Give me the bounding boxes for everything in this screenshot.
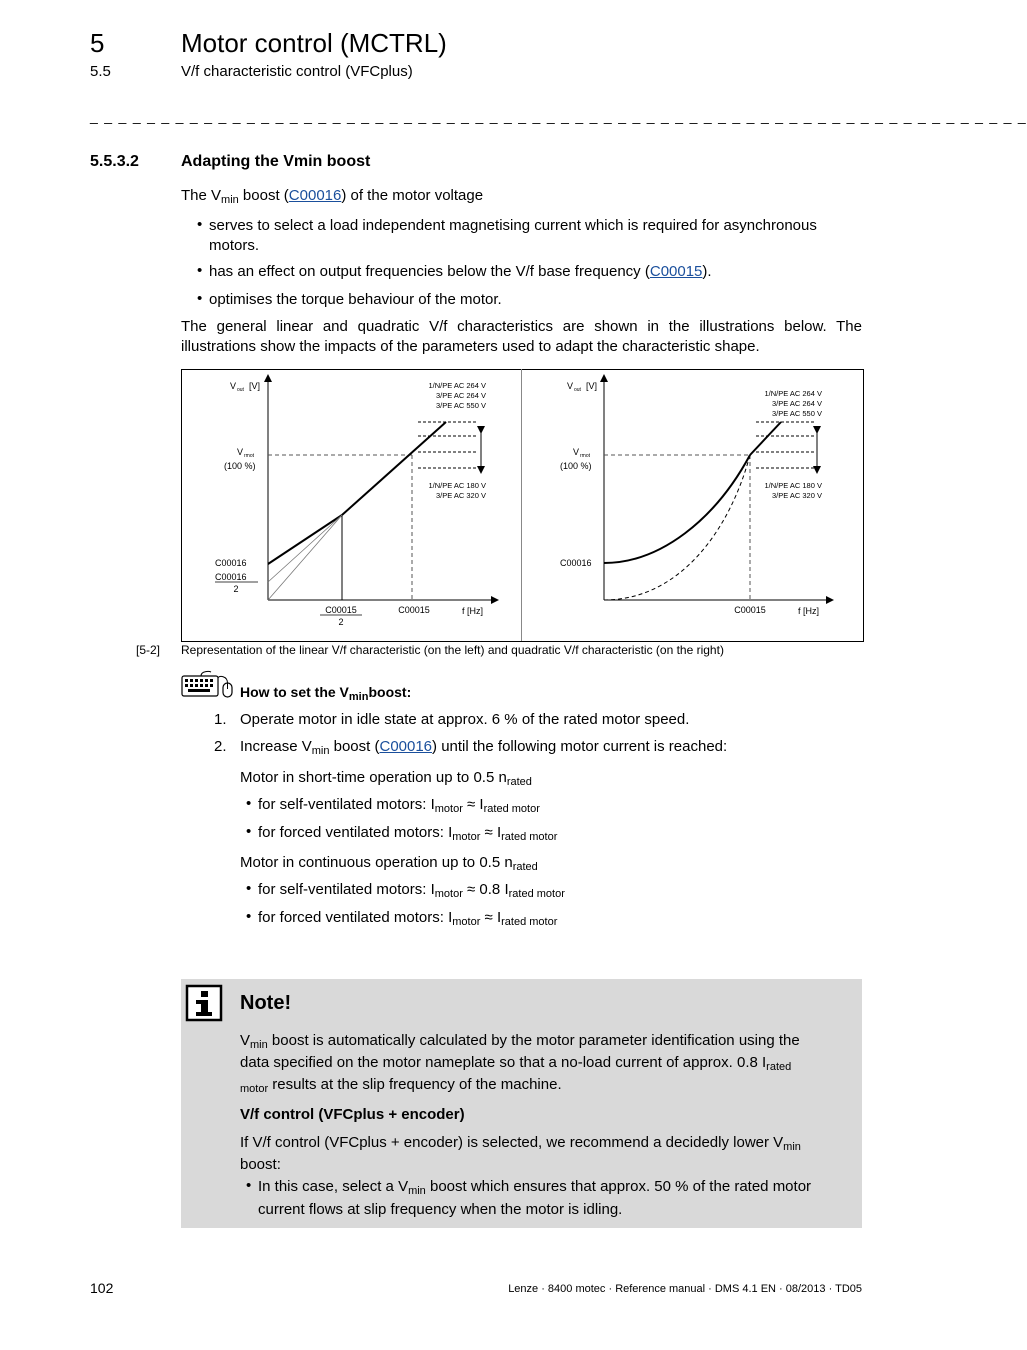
right-percent: (100 %) [560, 461, 592, 471]
note-p2-line2: boost: [240, 1156, 281, 1173]
left-y-label: V [230, 381, 237, 391]
bullet-3: optimises the torque behaviour of the motor. [209, 291, 502, 308]
right-bottom-label-2: 3/PE AC 320 V [771, 491, 822, 500]
paragraph-line2: illustrations show the impacts of the parameters used to adapt the characteristic shape. [181, 338, 760, 355]
vf-characteristic-figure [181, 369, 863, 641]
page-number: 102 [90, 1280, 114, 1296]
bullet-1-line1: serves to select a load independent magnetising current which is required for asynchronous [209, 217, 817, 234]
quadratic-vf-chart [560, 378, 830, 616]
left-c16-frac-den: 2 [233, 584, 239, 594]
left-c15-frac-den: 2 [338, 617, 344, 627]
left-top-label-2: 3/PE AC 264 V [435, 391, 486, 400]
linear-vf-chart [215, 378, 495, 627]
short-bullet-1: for self-ventilated motors: $I_{motor} \approx I_{rated motor}$ [258, 796, 540, 815]
section-title: V/f characteristic control (VFCplus) [181, 63, 413, 80]
c00016-link[interactable]: C00016 [288, 187, 342, 204]
left-c15-label: C00015 [398, 605, 430, 615]
bullet-dot: • [246, 795, 252, 812]
subsection-number: 5.5.3.2 [90, 153, 139, 170]
left-vrmot-sub: rmot [244, 453, 254, 459]
step-1-number: 1. [214, 711, 227, 728]
right-vrmot: V [573, 447, 580, 457]
right-bottom-label-1: 1/N/PE AC 180 V [764, 481, 822, 490]
bullet-2: has an effect on output frequencies below the V/f base frequency (C00015). [209, 263, 712, 280]
note-p1-line3: $_{motor}$ results at the slip frequency of the machine. [240, 1076, 562, 1095]
cont-bullet-1: for self-ventilated motors: $I_{motor} \approx 0.8$ $I_{rated motor}$ [258, 881, 565, 900]
short-bullet-2: for forced ventilated motors: $I_{motor} \approx I_{rated motor}$ [258, 824, 558, 843]
right-y-label: V [567, 381, 574, 391]
left-percent: (100 %) [224, 461, 256, 471]
bullet-dot: • [246, 823, 252, 840]
c00016-link[interactable]: C00016 [379, 738, 433, 755]
left-boost-segment [268, 515, 342, 564]
left-vrmot: V [237, 447, 244, 457]
right-c16-label: C00016 [560, 558, 592, 568]
note-heading: V/f control (VFCplus + encoder) [240, 1106, 465, 1123]
bullet-dot: • [197, 262, 203, 279]
paragraph-line1: The general linear and quadratic V/f characteristics are shown in the illustrations below. The [181, 318, 862, 335]
intro-line: The $V_{min}$ boost (C00016) of the motor voltage [181, 187, 484, 206]
bullet-1-line2: motors. [209, 237, 260, 254]
right-y-sub: out [574, 387, 581, 393]
right-top-label-1: 1/N/PE AC 264 V [764, 389, 822, 398]
header-separator: _ _ _ _ _ _ _ _ _ _ _ _ _ _ _ _ _ _ _ _ _ _ _ _ _ _ _ _ _ _ _ _ _ _ _ _ _ _ _ _ _ _ _ _ _ _ _ _ _ _ _ _ _ _ _ _ _ _ _ _ _ _ _ _ _ _ [90, 108, 1027, 124]
left-c16-label: C00016 [215, 558, 247, 568]
short-time-heading: Motor in short-time operation up to 0.5 $n_{rated}$ [240, 769, 532, 788]
figure-number: [5-2] [136, 643, 161, 657]
right-top-label-3: 3/PE AC 550 V [771, 409, 822, 418]
left-c15-frac-num: C00015 [325, 605, 357, 615]
note-p1-line2: data specified on the motor nameplate so that a no-load current of approx. 0.8 $I_{rated}$ [240, 1054, 792, 1073]
right-base-curve [604, 455, 750, 600]
bullet-dot: • [197, 216, 203, 233]
bullet-dot: • [246, 908, 252, 925]
left-c16-frac-num: C00016 [215, 572, 247, 582]
left-bottom-label-2: 3/PE AC 320 V [435, 491, 486, 500]
right-x-label: f [Hz] [798, 606, 820, 616]
chapter-title: Motor control (MCTRL) [181, 28, 447, 58]
left-top-label-3: 3/PE AC 550 V [435, 401, 486, 410]
note-title: Note! [240, 992, 292, 1014]
left-thin-line-2 [268, 515, 342, 582]
bullet-dot: • [246, 880, 252, 897]
cont-bullet-2: for forced ventilated motors: $I_{motor} \approx I_{rated motor}$ [258, 909, 558, 928]
left-y-sub: out [237, 387, 244, 393]
left-bottom-label-1: 1/N/PE AC 180 V [428, 481, 486, 490]
right-main-line [750, 422, 781, 455]
right-y-unit: [V] [586, 381, 598, 391]
footer-doc-info: Lenze · 8400 motec · Reference manual · DMS 4.1 EN · 08/2013 · TD05 [508, 1283, 862, 1295]
left-top-label-1: 1/N/PE AC 264 V [428, 381, 486, 390]
right-c15-label: C00015 [734, 605, 766, 615]
c00015-link[interactable]: C00015 [649, 263, 703, 280]
note-p1-line1: $V_{min}$ boost is automatically calculated by the motor parameter identification using the [240, 1032, 800, 1051]
step-2-number: 2. [214, 738, 227, 755]
right-boost-curve [604, 455, 750, 563]
step-2-text: Increase $V_{min}$ boost (C00016) until the following motor current is reached: [240, 738, 728, 757]
note-p2-line1: If V/f control (VFCplus + encoder) is selected, we recommend a decidedly lower $V_{min}$ [240, 1134, 801, 1153]
section-number: 5.5 [90, 63, 111, 80]
keyboard-mouse-icon [181, 670, 235, 700]
chapter-number: 5 [90, 28, 105, 58]
bullet-dot: • [197, 290, 203, 307]
howto-title: How to set the $V_{min}boost$: [240, 684, 412, 703]
info-icon [185, 984, 223, 1022]
note-bullet-line2: current flows at slip frequency when the motor is idling. [258, 1201, 623, 1218]
note-bullet-line1: In this case, select a $V_{min}$ boost which ensures that approx. 50 % of the rated motor [258, 1178, 812, 1197]
continuous-heading: Motor in continuous operation up to 0.5 $n_{rated}$ [240, 854, 538, 873]
subsection-title: Adapting the Vmin boost [181, 153, 371, 170]
right-top-label-2: 3/PE AC 264 V [771, 399, 822, 408]
step-1-text: Operate motor in idle state at approx. 6 % of the rated motor speed. [240, 711, 690, 728]
left-x-label: f [Hz] [462, 606, 484, 616]
bullet-dot: • [246, 1177, 252, 1194]
left-y-unit: [V] [249, 381, 261, 391]
figure-caption: Representation of the linear V/f characteristic (on the left) and quadratic V/f characteristic (on the right) [181, 643, 724, 657]
right-vrmot-sub: rmot [580, 453, 590, 459]
